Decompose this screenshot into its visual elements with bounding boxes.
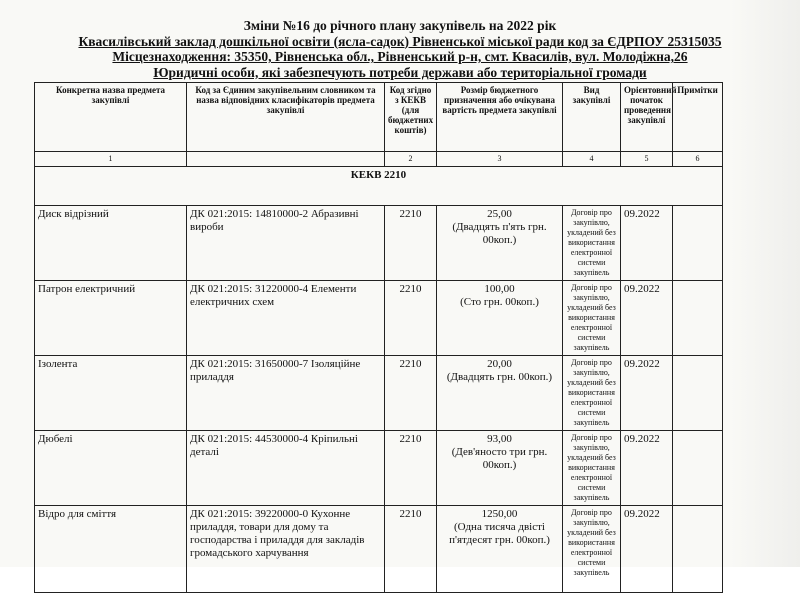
amount-value: 25,00	[487, 208, 512, 220]
amount-words: (Двадцять п'ять грн. 00коп.)	[452, 221, 547, 246]
item-name: Ізолента	[35, 356, 187, 431]
item-code: ДК 021:2015: 14810000-2 Абразивні вироби	[187, 206, 385, 281]
table-header-row	[35, 83, 723, 152]
item-name: Патрон електричний	[35, 281, 187, 356]
column-header: Розмір бюджетного призначення або очікувана вартість предмета закупівлі	[437, 83, 563, 152]
notes	[673, 281, 723, 356]
amount-words: (Сто грн. 00коп.)	[460, 296, 539, 308]
item-kekv: 2210	[385, 431, 437, 506]
amount-value: 93,00	[487, 433, 512, 445]
column-number	[187, 152, 385, 167]
document-header	[0, 18, 800, 80]
item-kekv: 2210	[385, 206, 437, 281]
start-date: 09.2022	[621, 506, 673, 593]
start-date: 09.2022	[621, 356, 673, 431]
column-number: 5	[621, 152, 673, 167]
item-amount	[437, 281, 563, 356]
column-number: 1	[35, 152, 187, 167]
procurement-type: Договір про закупівлю, укладений без використання електронної системи закупівель	[563, 356, 621, 431]
amount-words: (Двадцять грн. 00коп.)	[446, 371, 553, 383]
column-header: Конкретна назва предмета закупівлі	[35, 83, 187, 152]
amount-value: 1250,00	[481, 508, 518, 520]
start-date: 09.2022	[621, 206, 673, 281]
column-header: Код згідно з КЕКВ (для бюджетних коштів)	[385, 83, 437, 152]
item-name: Диск відрізний	[35, 206, 187, 281]
item-kekv: 2210	[385, 356, 437, 431]
organization-line: Квасилівський заклад дошкільної освіти (ясла-садок) Рівненської міської ради код за ЄДРПОУ 25315035	[78, 33, 722, 49]
table-row	[35, 506, 723, 593]
document-title: Зміни №16 до річного плану закупівель на 2022 рік	[243, 18, 557, 33]
item-amount	[437, 356, 563, 431]
column-header: Орієнтовний початок проведення закупівлі	[621, 83, 673, 152]
procurement-type: Договір про закупівлю, укладений без використання електронної системи закупівель	[563, 206, 621, 281]
item-code: ДК 021:2015: 44530000-4 Кріпильні деталі	[187, 431, 385, 506]
procurement-type: Договір про закупівлю, укладений без використання електронної системи закупівель	[563, 506, 621, 593]
location-line: Місцезнаходження: 35350, Рівненська обл., Рівненський р-н, смт. Квасилів, вул. Молодіжна,26	[112, 49, 688, 64]
scan-edge-shadow	[730, 0, 800, 567]
column-number: 6	[673, 152, 723, 167]
table-row	[35, 206, 723, 281]
procurement-table	[34, 82, 723, 593]
column-header: Примітки	[673, 83, 723, 152]
item-amount	[437, 506, 563, 593]
item-kekv: 2210	[385, 281, 437, 356]
item-name: Відро для сміття	[35, 506, 187, 593]
column-number: 4	[563, 152, 621, 167]
procurement-type: Договір про закупівлю, укладений без використання електронної системи закупівель	[563, 281, 621, 356]
procurement-type: Договір про закупівлю, укладений без використання електронної системи закупівель	[563, 431, 621, 506]
table-row	[35, 356, 723, 431]
section-row	[35, 167, 723, 206]
item-name: Дюбелі	[35, 431, 187, 506]
start-date: 09.2022	[621, 431, 673, 506]
amount-value: 100,00	[484, 283, 515, 295]
table-row	[35, 281, 723, 356]
amount-words: (Одна тисяча двісті п'ятдесят грн. 00коп.)	[449, 521, 550, 546]
item-kekv: 2210	[385, 506, 437, 593]
table-row	[35, 431, 723, 506]
notes	[673, 431, 723, 506]
legal-entities-line: Юридичні особи, які забезпечують потреби держави або територіальної громади	[153, 64, 647, 80]
amount-words: (Дев'яносто три грн. 00коп.)	[451, 446, 548, 471]
notes	[673, 506, 723, 593]
item-amount	[437, 431, 563, 506]
column-header: Вид закупівлі	[563, 83, 621, 152]
item-code: ДК 021:2015: 31650000-7 Ізоляційне приладдя	[187, 356, 385, 431]
column-number-row	[35, 152, 723, 167]
column-number: 3	[437, 152, 563, 167]
column-number: 2	[385, 152, 437, 167]
item-code: ДК 021:2015: 39220000-0 Кухонне приладдя, товари для дому та господарства і приладдя для закладів громадського харчування	[187, 506, 385, 593]
column-header: Код за Єдиним закупівельним словником та назва відповідних класифікаторів предмета закупівлі	[187, 83, 385, 152]
section-title: КЕКВ 2210	[35, 167, 723, 206]
item-code: ДК 021:2015: 31220000-4 Елементи електричних схем	[187, 281, 385, 356]
start-date: 09.2022	[621, 281, 673, 356]
amount-value: 20,00	[487, 358, 512, 370]
item-amount	[437, 206, 563, 281]
notes	[673, 356, 723, 431]
notes	[673, 206, 723, 281]
